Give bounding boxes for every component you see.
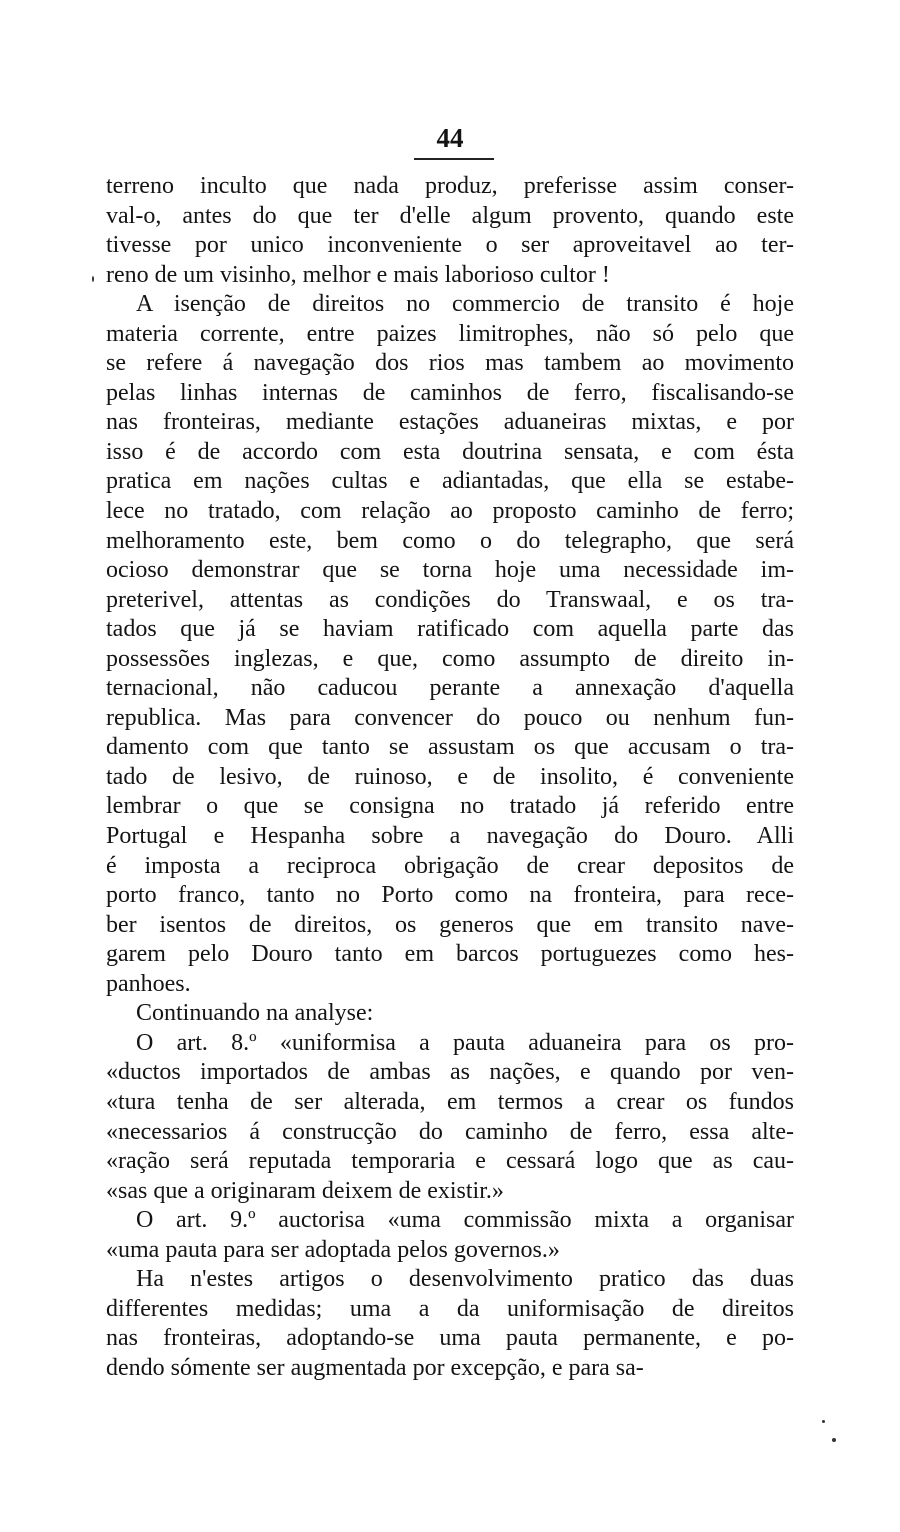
text-line: «uma pauta para ser adoptada pelos governos.» xyxy=(106,1236,560,1263)
text-line: dendo sómente ser augmentada por excepção, e para sa- xyxy=(106,1354,644,1381)
text-line: val-o, antes do que ter d'elle algum provento, quando este xyxy=(106,202,794,229)
text-line: isso é de accordo com esta doutrina sensata, e com ésta xyxy=(106,438,794,465)
text-line: nas fronteiras, mediante estações aduaneiras mixtas, e por xyxy=(106,409,794,436)
text-line: «sas que a originaram deixem de existir.» xyxy=(106,1177,504,1204)
text-line: pelas linhas internas de caminhos de ferro, fiscalisando-se xyxy=(106,379,794,406)
text-line: ternacional, não caducou perante a annexação d'aquella xyxy=(106,675,794,702)
text-line: ber isentos de direitos, os generos que em transito nave- xyxy=(106,911,794,938)
text-line: possessões inglezas, e que, como assumpto de direito in- xyxy=(106,645,794,672)
text-line: «necessarios á construcção do caminho de ferro, essa alte- xyxy=(106,1118,794,1145)
paragraph-p2 xyxy=(106,290,794,999)
text-line: ocioso demonstrar que se torna hoje uma necessidade im- xyxy=(106,557,794,584)
scan-speck xyxy=(92,276,94,282)
text-line: O art. 9.º auctorisa «uma commissão mixta a organisar xyxy=(136,1207,794,1234)
text-line: se refere á navegação dos rios mas tambem ao movimento xyxy=(106,350,794,377)
text-line: lece no tratado, com relação ao proposto caminho de ferro; xyxy=(106,498,794,525)
text-line: O art. 8.º «uniformisa a pauta aduaneira para os pro- xyxy=(136,1029,794,1056)
text-line: A isenção de direitos no commercio de transito é hoje xyxy=(136,291,794,318)
text-line: pratica em nações cultas e adiantadas, que ella se estabe- xyxy=(106,468,794,495)
paragraph-p1 xyxy=(106,172,794,290)
text-line: terreno inculto que nada produz, preferisse assim conser- xyxy=(106,173,794,199)
text-line: damento com que tanto se assustam os que accusam o tra- xyxy=(106,734,794,761)
paragraph-p4 xyxy=(106,1029,794,1206)
text-line: nas fronteiras, adoptando-se uma pauta permanente, e po- xyxy=(106,1325,794,1352)
text-line: é imposta a reciproca obrigação de crear depositos de xyxy=(106,852,794,879)
text-line: «tura tenha de ser alterada, em termos a crear os fundos xyxy=(106,1088,794,1115)
scan-speck xyxy=(822,1420,825,1423)
page-number: 44 xyxy=(436,123,464,153)
page-body-text xyxy=(106,172,794,1383)
text-line: porto franco, tanto no Porto como na fronteira, para rece- xyxy=(106,882,794,909)
text-line: tado de lesivo, de ruinoso, e de insolito, é conveniente xyxy=(106,763,794,790)
text-line: differentes medidas; uma a da uniformisação de direitos xyxy=(106,1295,794,1322)
text-line: Ha n'estes artigos o desenvolvimento pratico das duas xyxy=(136,1266,794,1293)
text-line: lembrar o que se consigna no tratado já referido entre xyxy=(106,793,794,820)
text-line: tados que já se haviam ratificado com aquella parte das xyxy=(106,616,794,643)
text-line: reno de um visinho, melhor e mais laborioso cultor ! xyxy=(106,261,610,288)
text-line: materia corrente, entre paizes limitrophes, não só pelo que xyxy=(106,320,794,347)
text-line: Continuando na analyse: xyxy=(136,1000,374,1027)
paragraph-p6 xyxy=(106,1265,794,1383)
text-line: «ração será reputada temporaria e cessará logo que as cau- xyxy=(106,1148,794,1175)
text-line: garem pelo Douro tanto em barcos portuguezes como hes- xyxy=(106,941,794,968)
page-number-rule xyxy=(414,158,494,160)
text-line: «ductos importados de ambas as nações, e quando por ven- xyxy=(106,1059,794,1086)
paragraph-p5 xyxy=(106,1206,794,1265)
text-line: tivesse por unico inconveniente o ser aproveitavel ao ter- xyxy=(106,232,794,259)
text-line: preterivel, attentas as condições do Transwaal, e os tra- xyxy=(106,586,794,613)
scan-speck xyxy=(832,1438,836,1442)
text-line: melhoramento este, bem como o do telegrapho, que será xyxy=(106,527,794,554)
text-line: Portugal e Hespanha sobre a navegação do Douro. Alli xyxy=(106,823,794,850)
text-line: republica. Mas para convencer do pouco ou nenhum fun- xyxy=(106,704,794,731)
paragraph-p3 xyxy=(106,999,794,1029)
text-line: panhoes. xyxy=(106,970,191,997)
